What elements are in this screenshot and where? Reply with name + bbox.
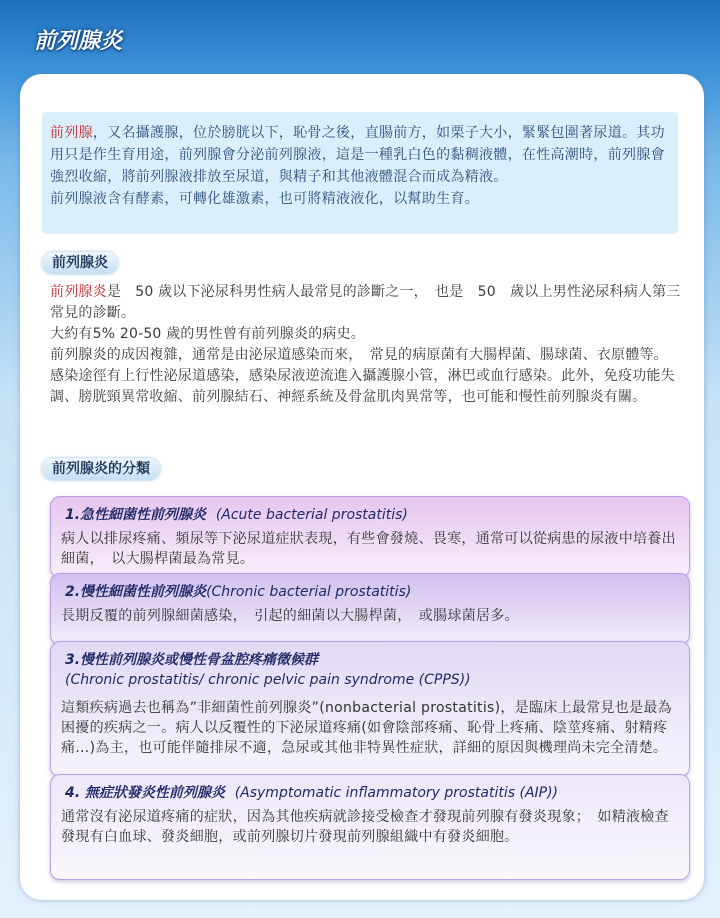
category-title-zh: 2.慢性細菌性前列腺炎 — [65, 584, 207, 600]
category-title — [61, 650, 679, 690]
paragraph: 感染途徑有上行性泌尿道感染，感染尿液逆流進入攝護腺小管，淋巴或血行感染。此外，免疫功能失調、膀胱頸異常收縮、前列腺結石、神經系統及骨盆肌肉異常等，也可能和慢性前列腺炎有關。 — [50, 368, 675, 405]
prostatitis-body — [50, 282, 684, 408]
category-title-zh: 1.急性細菌性前列腺炎 — [65, 507, 207, 523]
intro-box — [42, 112, 678, 234]
category-description: 長期反覆的前列腺細菌感染， 引起的細菌以大腸桿菌， 或腸球菌居多。 — [61, 608, 519, 624]
category-card-acute-bacterial — [50, 496, 690, 578]
category-card-asymptomatic — [50, 774, 690, 880]
category-title — [61, 783, 679, 803]
category-title — [61, 505, 679, 525]
section-heading-classification: 前列腺炎的分類 — [42, 458, 160, 480]
category-title-en: (Chronic bacterial prostatitis) — [206, 584, 412, 600]
category-title-en: (Chronic prostatitis/ chronic pelvic pain syndrome (CPPS)) — [65, 672, 471, 688]
category-title-zh: 4. 無症狀發炎性前列腺炎 — [65, 785, 225, 801]
category-description: 通常沒有泌尿道疼痛的症狀，因為其他疾病就診接受檢查才發現前列腺有發炎現象； 如精液檢查發現有白血球、發炎細胞，或前列腺切片發現前列腺組織中有發炎細胞。 — [61, 809, 669, 845]
intro-text-2: 前列腺液含有酵素，可轉化雄激素，也可將精液液化，以幫助生育。 — [50, 191, 479, 207]
intro-text: ，又名攝護腺，位於膀胱以下，恥骨之後，直腸前方，如栗子大小，緊緊包圍著尿道。其功用只是作生育用途，前列腺會分泌前列腺液，這是一種乳白色的黏稠液體，在性高潮時，前列腺會強烈收縮，將前列腺液排放至尿道，與精子和其他液體混合而成為精液。 — [50, 125, 665, 185]
intro-term: 前列腺 — [50, 125, 93, 141]
category-card-chronic-bacterial — [50, 573, 690, 645]
page-title: 前列腺炎 — [34, 29, 123, 54]
category-title-zh: 3.慢性前列腺炎或慢性骨盆腔疼痛徵候群 — [65, 652, 319, 668]
paragraph-text: 是 50 歲以下泌尿科男性病人最常見的診斷之一， 也是 50 歲以上男性泌尿科病人第三常見的診斷。 — [50, 284, 681, 321]
prostatitis-term: 前列腺炎 — [50, 284, 107, 300]
category-description: 這類疾病過去也稱為”非細菌性前列腺炎”(nonbacterial prostatitis)，是臨床上最常見也是最為困擾的疾病之一。病人以反覆性的下泌尿道疼痛(如會陰部疼痛、恥骨上疼痛、陰莖疼痛、射精疼痛…)為主，也可能伴隨排尿不適，急尿或其他非特異性症狀，詳細的原因與機理尚未完全清楚。 — [61, 700, 672, 756]
category-title — [61, 582, 679, 602]
section-heading-prostatitis: 前列腺炎 — [42, 252, 118, 274]
paragraph — [50, 282, 684, 324]
category-title-en: (Acute bacterial prostatitis) — [215, 507, 408, 523]
category-description: 病人以排尿疼痛、頻尿等下泌尿道症狀表現，有些會發燒、畏寒，通常可以從病患的尿液中培養出細菌， 以大腸桿菌最為常見。 — [61, 531, 676, 567]
paragraph: 前列腺炎的成因複雜，通常是由泌尿道感染而來， 常見的病原菌有大腸桿菌、腸球菌、衣原體等。 — [50, 347, 668, 363]
category-card-cpps — [50, 641, 690, 777]
paragraph: 大約有5% 20-50 歲的男性曾有前列腺炎的病史。 — [50, 326, 365, 342]
category-title-en: (Asymptomatic inflammatory prostatitis (AIP)) — [234, 785, 559, 801]
